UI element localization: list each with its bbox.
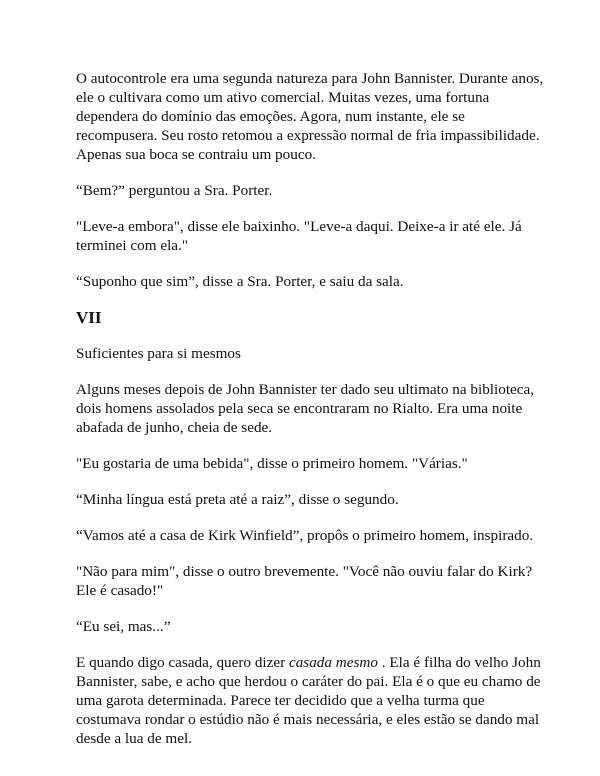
paragraph-drink: "Eu gostaria de uma bebida", disse o primeiro homem. "Várias."	[76, 455, 468, 472]
paragraph-tongue: “Minha língua está preta até a raiz”, disse o segundo.	[76, 491, 399, 508]
chapter-heading: VII	[76, 308, 102, 327]
paragraph-i-know: “Eu sei, mas...”	[76, 618, 171, 635]
emphasis-text: casada mesmo	[288, 654, 378, 671]
document-page	[76, 69, 546, 765]
last-paragraph-start: E quando digo casada, quero dizer	[76, 654, 289, 671]
paragraph-kirk-winfield: “Vamos até a casa de Kirk Winfield”, propôs o primeiro homem, inspirado.	[76, 527, 534, 544]
paragraph-married-indeed	[76, 653, 546, 748]
chapter-subtitle: Suficientes para si mesmos	[76, 345, 241, 362]
paragraph-kirk-married: "Não para mim", disse o outro brevemente. "Você não ouviu falar do Kirk? Ele é casado!"	[76, 563, 533, 599]
paragraph-self-control: O autocontrole era uma segunda natureza para John Bannister. Durante anos, ele o cultivara como um ativo comercial. Muitas vezes, uma fortuna dependera do domínio das emoções. Agora, num instante, ele se recompusera. Seu rosto retomou a expressão normal de fria impassibilidade. Apenas sua boca se contraiu um pouco.	[76, 70, 544, 163]
last-paragraph-end: . Ela é filha do velho John Bannister, sabe, e acho que herdou o caráter do pai. Ela é o que eu chamo de uma garota determinada. Parece ter decidido que a velha turma que costumava rondar o estúdio não é mais necessária, e eles estão se dando mal desde a lua de mel.	[76, 654, 541, 747]
paragraph-take-her-away: "Leve-a embora", disse ele baixinho. "Leve-a daqui. Deixe-a ir até ele. Já terminei com ela."	[76, 218, 522, 254]
paragraph-mrs-porter-leaves: “Suponho que sim”, disse a Sra. Porter, e saiu da sala.	[76, 273, 404, 290]
paragraph-rialto: Alguns meses depois de John Bannister ter dado seu ultimato na biblioteca, dois homens assolados pela seca se encontraram no Rialto. Era uma noite abafada de junho, cheia de sede.	[76, 381, 535, 436]
paragraph-mrs-porter-question: “Bem?” perguntou a Sra. Porter.	[76, 182, 273, 199]
